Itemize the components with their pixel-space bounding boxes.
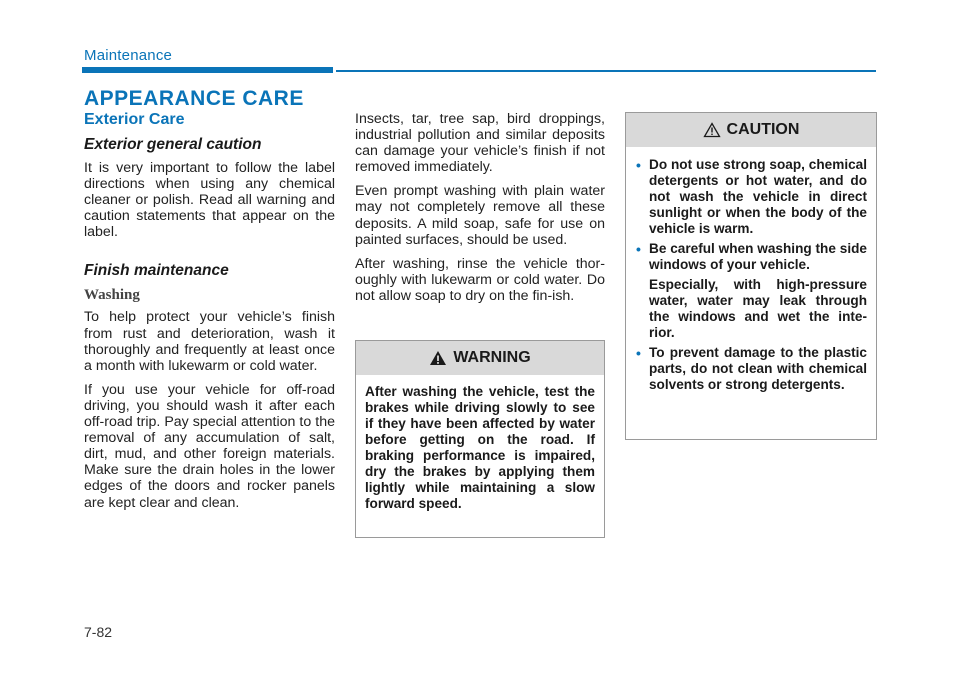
header-rule: [336, 70, 876, 72]
exterior-general-caution-heading: Exterior general caution: [84, 136, 262, 153]
caution-item: [636, 345, 867, 393]
caution-item-text: Do not use strong soap, chemical detergents or hot water, and do not wash the vehicle in direct sunlight or when the body of the vehicle is warm.: [649, 157, 867, 236]
header-accent-bar: [82, 67, 333, 73]
caution-triangle-icon: [703, 122, 721, 138]
warning-triangle-icon: [429, 350, 447, 366]
caution-item-text: Be careful when washing the side windows of your vehicle.: [649, 241, 867, 272]
warning-box: [355, 340, 605, 538]
rinse-paragraph: After washing, rinse the vehicle thor-oughly with lukewarm or cold water. Do not allow soap to dry on the fin-ish.: [355, 255, 605, 304]
middle-column: [355, 111, 605, 304]
caution-item: [636, 157, 867, 237]
header-section-title: Maintenance: [84, 47, 173, 64]
bullet-icon: •: [636, 241, 641, 257]
bullet-icon: •: [636, 345, 641, 361]
label-directions-paragraph: It is very important to follow the label directions when using any chemical cleaner or polish. Read all warning and caution statements that appear on the label.: [84, 160, 335, 241]
deposits-paragraph: Insects, tar, tree sap, bird droppings, industrial pollution and similar deposits can damage your vehicle’s finish if not removed immediately.: [355, 111, 605, 176]
caution-item-text: To prevent damage to the plastic parts, do not clean with chemical solvents or strong detergents.: [649, 345, 867, 392]
exterior-care-heading: Exterior Care: [84, 111, 185, 128]
warning-text: After washing the vehicle, test the brakes while driving slowly to see if they have been affected by water before getting on the road. If braking performance is impaired, dry the brakes by applying them lightly while maintaining a slow forward speed.: [365, 384, 595, 511]
plain-water-paragraph: Even prompt washing with plain water may not completely remove all these deposits. A mild soap, safe for use on painted surfaces, should be used.: [355, 183, 605, 248]
off-road-paragraph: If you use your vehicle for off-road driving, you should wash it after each off-road trip. Pay special attention to the removal of any accumulation of salt, dirt, mud, and other foreign materials. Make sure the drain holes in the lower edges of the doors and rocker panels are kept clear and clean.: [84, 381, 335, 511]
caution-label: CAUTION: [726, 121, 800, 138]
bullet-icon: •: [636, 157, 641, 173]
caution-item: [636, 241, 867, 273]
finish-maintenance-heading: Finish maintenance: [84, 262, 229, 280]
washing-paragraph: To help protect your vehicle’s finish from rust and deterioration, wash it thoroughly and frequently at least once a month with lukewarm or cold water.: [84, 309, 335, 374]
caution-box: [625, 112, 877, 440]
caution-header: [626, 113, 876, 147]
caution-body: [626, 147, 876, 393]
washing-heading: Washing: [84, 287, 140, 304]
warning-header: [356, 341, 604, 375]
page-title: APPEARANCE CARE: [84, 87, 304, 110]
warning-label: WARNING: [453, 349, 531, 366]
page-number: 7-82: [84, 624, 113, 640]
caution-item-subtext: Especially, with high-pressure water, water may leak through the windows and wet the inte-rior.: [649, 277, 867, 340]
left-column: [84, 136, 335, 511]
